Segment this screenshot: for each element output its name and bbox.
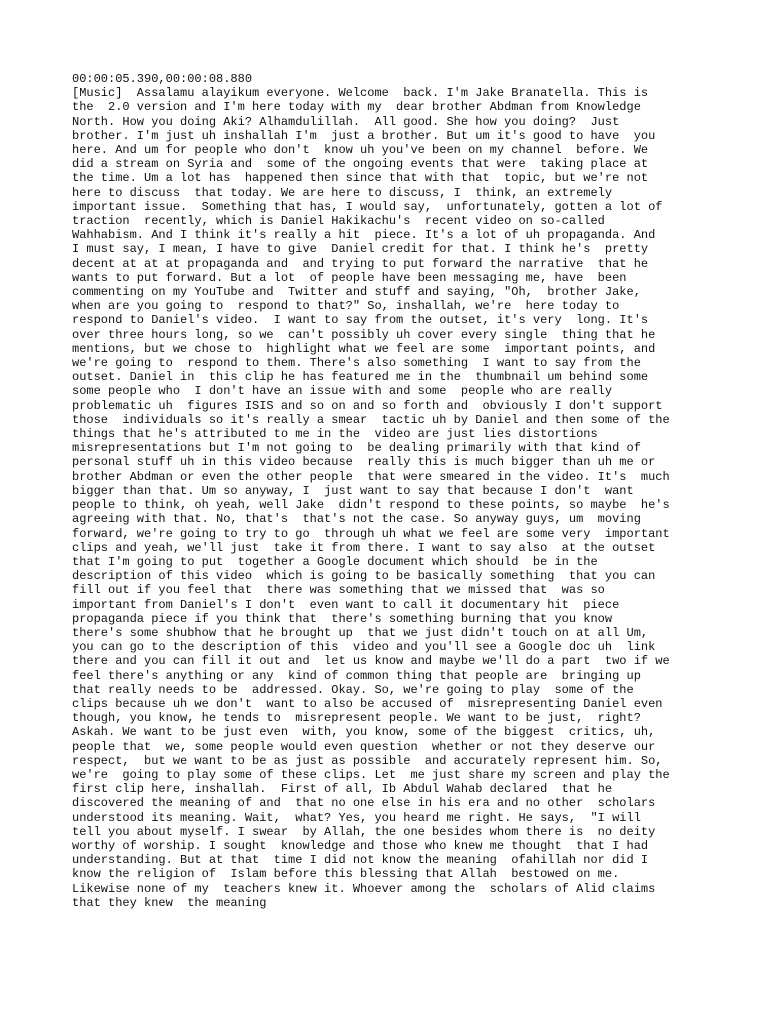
transcript-line: brother Abdman or even the other people that were smeared in the video. It's much (72, 469, 670, 484)
transcript-line: I must say, I mean, I have to give Daniel credit for that. I think he's pretty (72, 242, 649, 257)
transcript-line: bigger than that. Um so anyway, I just want to say that because I don't want (72, 483, 634, 498)
transcript-body (72, 86, 732, 910)
transcript-line: respect, but we want to be as just as possible and accurately represent him. So, (72, 753, 663, 768)
transcript-line: forward, we're going to try to go through uh what we feel are some very important (72, 526, 670, 541)
transcript-line: misrepresentations but I'm not going to be dealing primarily with that kind of (72, 441, 641, 456)
transcript-line: outset. Daniel in this clip he has featured me in the thumbnail um behind some (72, 370, 649, 385)
transcript-line: first clip here, inshallah. First of all, Ib Abdul Wahab declared that he (72, 782, 613, 797)
transcript-line: respond to Daniel's video. I want to say from the outset, it's very long. It's (72, 313, 649, 328)
transcript-line: clips because uh we don't want to also be accused of misrepresenting Daniel even (72, 696, 663, 711)
transcript-line: did a stream on Syria and some of the ongoing events that were taking place at (72, 157, 649, 172)
transcript-line: wants to put forward. But a lot of people have been messaging me, have been (72, 270, 627, 285)
transcript-line: the 2.0 version and I'm here today with my dear brother Abdman from Knowledge (72, 100, 641, 115)
transcript-line: some people who I don't have an issue with and some people who are really (72, 384, 613, 399)
transcript-line: there and you can fill it out and let us know and maybe we'll do a part two if we (72, 654, 670, 669)
transcript-line: propaganda piece if you think that there's something burning that you know (72, 611, 613, 626)
transcript-line: [Music] Assalamu alayikum everyone. Welcome back. I'm Jake Branatella. This is (72, 86, 649, 101)
transcript-line: discovered the meaning of and that no one else in his era and no other scholars (72, 796, 656, 811)
transcript-line: personal stuff uh in this video because really this is much bigger than uh me or (72, 455, 656, 470)
transcript-line: those individuals so it's really a smear tactic uh by Daniel and then some of the (72, 412, 670, 427)
transcript-line: clips and yeah, we'll just take it from there. I want to say also at the outset (72, 540, 656, 555)
transcript-line: North. How you doing Aki? Alhamdulillah. All good. She how you doing? Just (72, 114, 620, 129)
transcript-line: worthy of worship. I sought knowledge and those who knew me thought that I had (72, 838, 649, 853)
transcript-line: we're going to respond to them. There's also something I want to say from the (72, 356, 641, 371)
transcript-line: Askah. We want to be just even with, you know, some of the biggest critics, uh, (72, 725, 656, 740)
transcript-line: agreeing with that. No, that's that's not the case. So anyway guys, um moving (72, 512, 641, 527)
transcript-line: that really needs to be addressed. Okay. So, we're going to play some of the (72, 682, 634, 697)
transcript-page (72, 72, 732, 910)
transcript-line: you can go to the description of this video and you'll see a Google doc uh link (72, 640, 656, 655)
transcript-line: things that he's attributed to me in the video are just lies distortions (72, 427, 598, 442)
transcript-line: when are you going to respond to that?" So, inshallah, we're here today to (72, 299, 620, 314)
transcript-line: brother. I'm just uh inshallah I'm just a brother. But um it's good to have you (72, 128, 656, 143)
transcript-line: over three hours long, so we can't possibly uh cover every single thing that he (72, 327, 656, 342)
transcript-line: decent at at at propaganda and and trying to put forward the narrative that he (72, 256, 649, 271)
transcript-line: people that we, some people would even question whether or not they deserve our (72, 739, 656, 754)
transcript-line: here. And um for people who don't know uh you've been on my channel before. We (72, 143, 649, 158)
transcript-line: people to think, oh yeah, well Jake didn't respond to these points, so maybe he's (72, 498, 670, 513)
transcript-line: fill out if you feel that there was something that we missed that was so (72, 583, 605, 598)
transcript-line: description of this video which is going to be basically something that you can (72, 569, 656, 584)
transcript-line: commenting on my YouTube and Twitter and stuff and saying, "Oh, brother Jake, (72, 285, 641, 300)
transcript-line: Wahhabism. And I think it's really a hit piece. It's a lot of uh propaganda. And (72, 228, 656, 243)
transcript-line: mentions, but we chose to highlight what we feel are some important points, and (72, 341, 656, 356)
transcript-line: understanding. But at that time I did not know the meaning ofahillah nor did I (72, 853, 649, 868)
transcript-line: important from Daniel's I don't even want to call it documentary hit piece (72, 597, 620, 612)
transcript-line: tell you about myself. I swear by Allah, the one besides whom there is no deity (72, 824, 656, 839)
caption-timestamp: 00:00:05.390,00:00:08.880 (72, 72, 253, 86)
transcript-line: that they knew the meaning (72, 895, 267, 910)
transcript-line: though, you know, he tends to misrepresent people. We want to be just, right? (72, 711, 641, 726)
transcript-line: we're going to play some of these clips. Let me just share my screen and play the (72, 767, 670, 782)
transcript-line: important issue. Something that has, I would say, unfortunately, gotten a lot of (72, 199, 663, 214)
transcript-line: that I'm going to put together a Google document which should be in the (72, 554, 598, 569)
transcript-line: feel there's anything or any kind of common thing that people are bringing up (72, 668, 641, 683)
transcript-line: the time. Um a lot has happened then since that with that topic, but we're not (72, 171, 649, 186)
transcript-line: traction recently, which is Daniel Hakikachu's recent video on so-called (72, 214, 605, 229)
transcript-line: here to discuss that today. We are here to discuss, I think, an extremely (72, 185, 613, 200)
transcript-line: there's some shubhow that he brought up that we just didn't touch on at all Um, (72, 625, 649, 640)
transcript-line: know the religion of Islam before this blessing that Allah bestowed on me. (72, 867, 620, 882)
transcript-line: problematic uh figures ISIS and so on and so forth and obviously I don't support (72, 398, 663, 413)
transcript-line: understood its meaning. Wait, what? Yes, you heard me right. He says, "I will (72, 810, 641, 825)
transcript-line: Likewise none of my teachers knew it. Whoever among the scholars of Alid claims (72, 881, 656, 896)
